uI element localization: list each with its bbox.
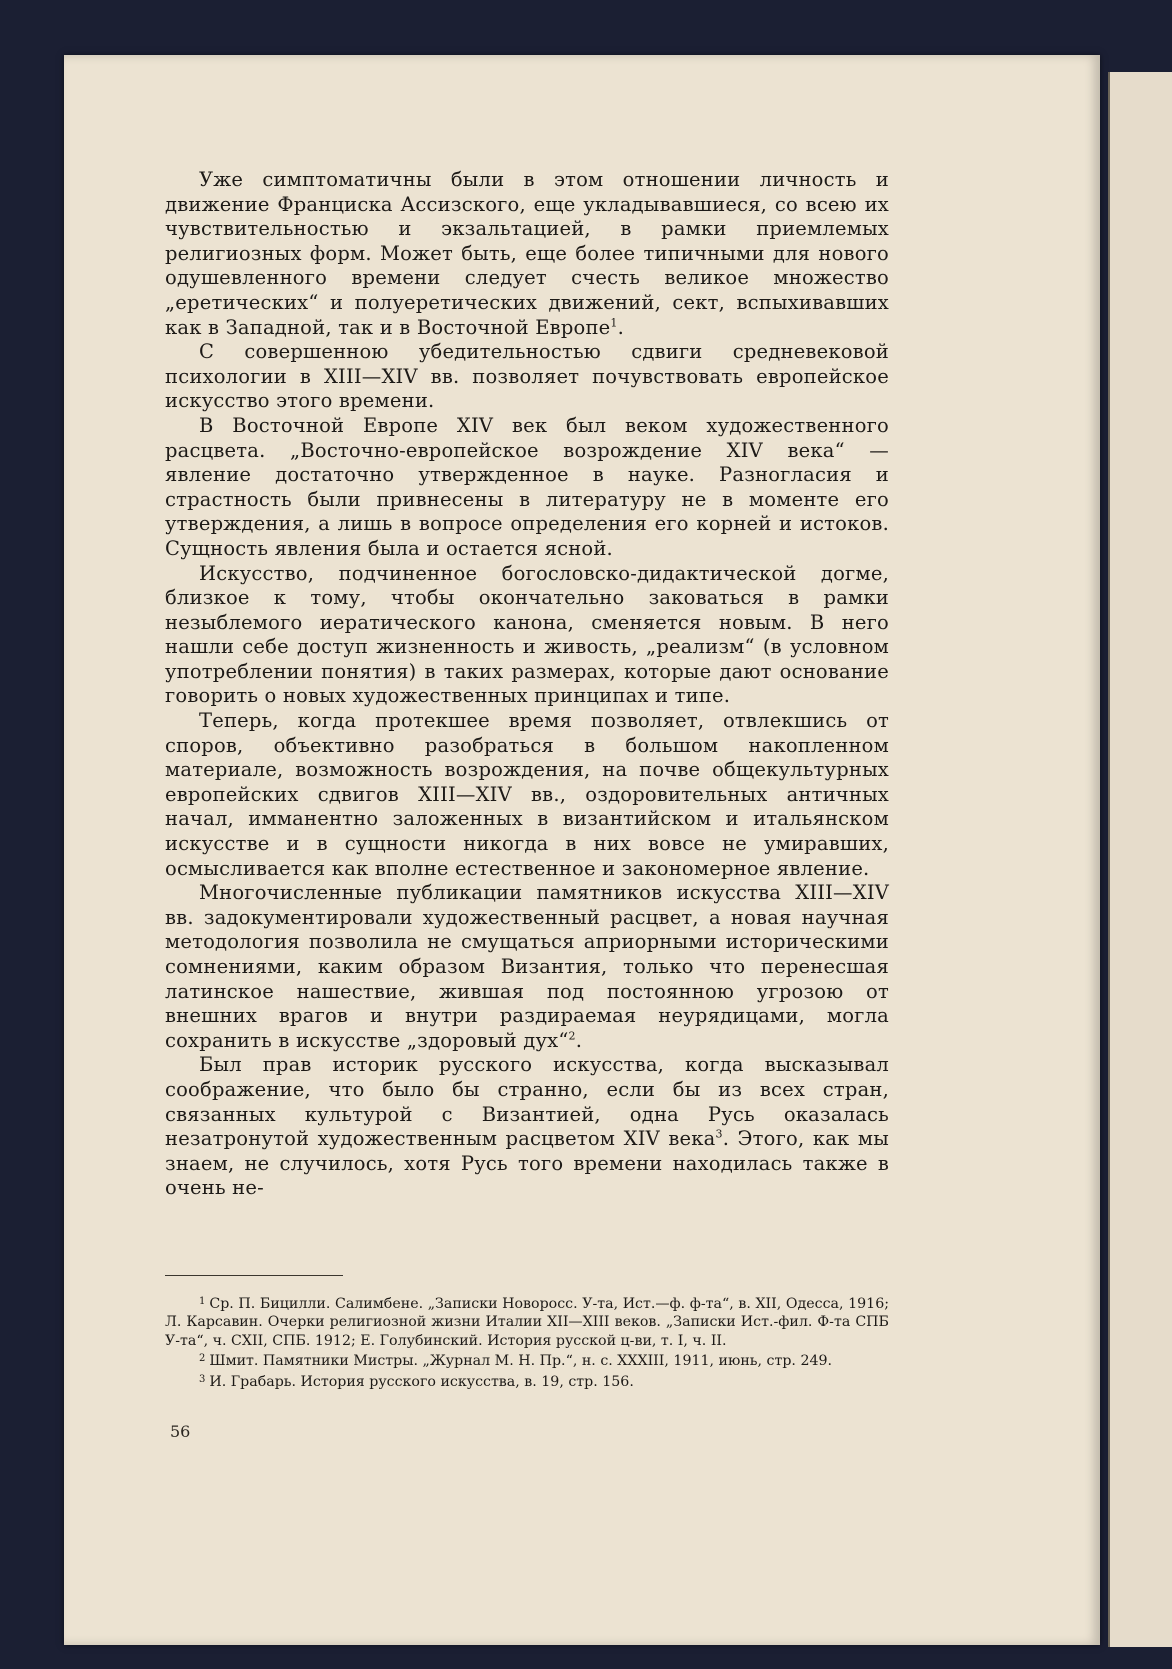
footnotes (165, 1293, 889, 1391)
main-text (165, 168, 889, 1201)
footnote-ref: 1 (610, 316, 618, 330)
paragraph: Искусство, подчиненное богословско-дидактической догме, близкое к тому, чтобы окончательно заковаться в рамки незыблемого иератического канона, сменяется новым. В него нашли себе доступ жизненность и живость, „реализм“ (в условном употреблении понятия) в таких размерах, которые дают основание говорить о новых художественных принципах и типе. (165, 561, 889, 708)
footnote-ref: 3 (715, 1127, 723, 1141)
page-number: 56 (170, 1422, 191, 1441)
footnote-divider (165, 1275, 343, 1276)
paragraph: С совершенною убедительностью сдвиги средневековой психологии в XIII—XIV вв. позволяет почувствовать европейское искусство этого времени. (165, 340, 889, 413)
footnote: $^3$ И. Грабарь. История русского искусства, в. 19, стр. 156. (199, 1373, 634, 1390)
paragraph: Был прав историк русского искусства, когда высказывал соображение, что было бы странно, если бы из всех стран, связанных культурой с Византией, одна Русь оказалась незатронутой художественным расцветом XIV века$^3$. Этого, как мы знаем, не случилось, хотя Русь того времени находилась также в очень не- (165, 1053, 889, 1200)
paragraph: Теперь, когда протекшее время позволяет, отвлекшись от споров, объективно разобраться в большом накопленном материале, возможность возрождения, на почве общекультурных европейских сдвигов XIII—XIV вв., оздоровительных античных начал, имманентно заложенных в византийском и итальянском искусстве и в сущности никогда в них вовсе не умиравших, осмысливается как вполне естественное и закономерное явление. (165, 709, 889, 880)
footnote-ref: 2 (568, 1029, 576, 1043)
paragraph: Уже симптоматичны были в этом отношении личность и движение Франциска Ассизского, еще укладывавшиеся, со всею их чувствительностью и экзальтацией, в рамки приемлемых религиозных форм. Может быть, еще более типичными для нового одушевленного времени следует счесть великое множество „еретических“ и полуеретических движений, сект, вспыхивавших как в Западной, так и в Восточной Европе$^1$. (165, 168, 889, 339)
facing-page-edge (1108, 72, 1172, 1647)
footnote: $^1$ Ср. П. Бицилли. Салимбене. „Записки Новоросс. У-та, Ист.—ф. ф-та“, в. XII, Одесса, 1916; Л. Карсавин. Очерки религиозной жизни Италии XII—XIII веков. „Записки Ист.-фил. Ф-та СПБ У-та“, ч. CXII, СПБ. 1912; Е. Голубинский. История русской ц-ви, т. I, ч. II. (165, 1296, 889, 1349)
paragraph: Многочисленные публикации памятников искусства XIII—XIV вв. задокументировали художественный расцвет, а новая научная методология позволила не смущаться априорными историческими сомнениями, каким образом Византия, только что перенесшая латинское нашествие, жившая под постоянною угрозою от внешних врагов и внутри раздираемая неурядицами, могла сохранить в искусстве „здоровый дух“$^2$. (165, 881, 889, 1052)
paragraph: В Восточной Европе XIV век был веком художественного расцвета. „Восточно-европейское возрождение XIV века“ — явление достаточно утвержденное в науке. Разногласия и страстность были привнесены в литературу не в моменте его утверждения, а лишь в вопросе определения его корней и истоков. Сущность явления была и остается ясной. (165, 413, 889, 560)
footnote: $^2$ Шмит. Памятники Мистры. „Журнал М. Н. Пр.“, н. с. XXXIII, 1911, июнь, стр. 249. (199, 1353, 833, 1370)
